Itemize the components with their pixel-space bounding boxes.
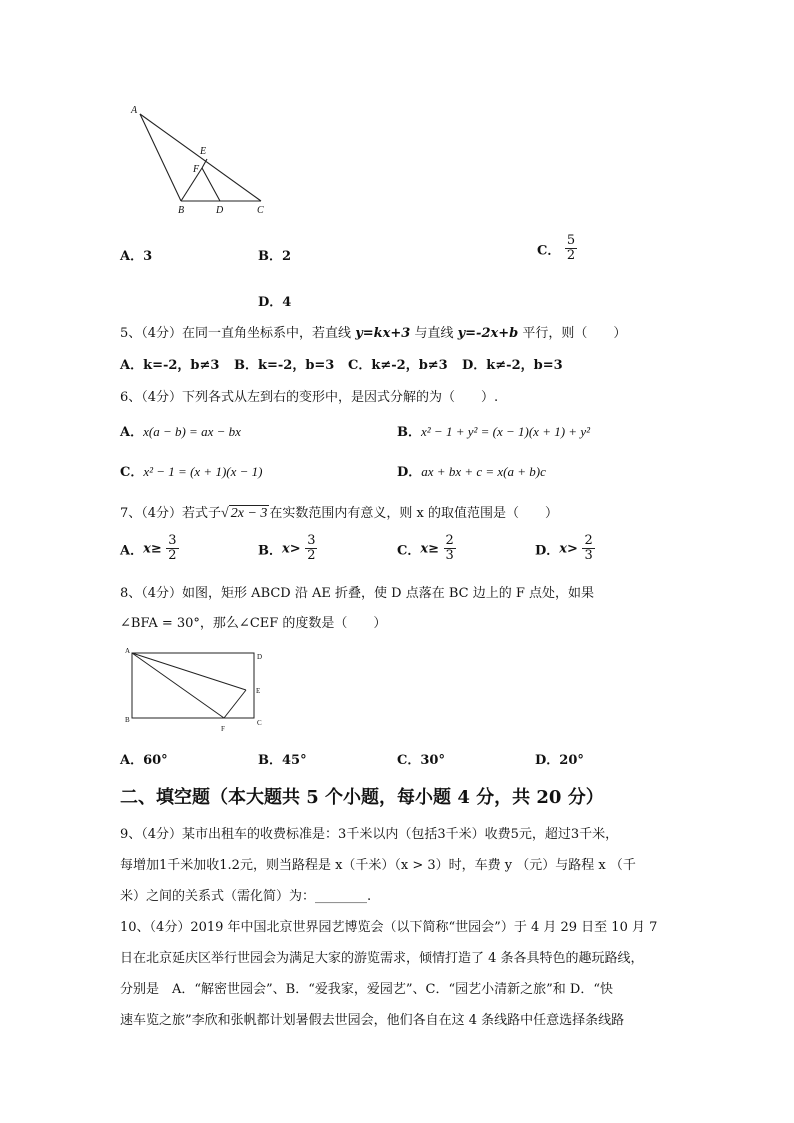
rectangle-figure <box>124 645 270 737</box>
label-f: F <box>193 164 200 175</box>
label-b: B <box>178 205 185 216</box>
q8-option-c: C．30° <box>397 753 445 768</box>
triangle-figure <box>128 100 278 220</box>
q7-option-c: C．x≥ $\frac{2}{3}$ <box>397 533 454 564</box>
q10-line3: 分别是 A．“解密世园会”、B．“爱我家，爱园艺”、C．“园艺小清新之旅”和 D．“快 <box>120 982 613 997</box>
section-title: 二、填空题（本大题共 5 个小题，每小题 4 分，共 20 分） <box>120 787 604 808</box>
q9-line1: 9、（4分）某市出租车的收费标准是：3千米以内（包括3千米）收费5元，超过3千米， <box>120 827 619 842</box>
q9-line2: 每增加1千米加收1.2元，则当路程是 x（千米）（x > 3）时，车费 y （元）与路程 x （千 <box>120 858 636 873</box>
q7-stem: 7、（4分）若式子√ 2x − 3 在实数范围内有意义，则 x 的取值范围是（ ） <box>120 506 559 521</box>
q5-stem: 5、（4分）在同一直角坐标系中，若直线 y=kx+3 与直线 y=-2x+b 平行，则（ ） <box>120 326 627 341</box>
q7-option-d: D．x> $\frac{2}{3}$ <box>535 533 593 564</box>
q4-option-d: D．4 <box>258 295 292 310</box>
q7-option-a: A．x≥ $\frac{3}{2}$ <box>120 533 177 564</box>
q6-option-d: D．ax + bx + c = x(a + b)c <box>397 464 546 480</box>
label-e: E <box>256 687 261 695</box>
label-c: C <box>257 205 264 216</box>
label-f: F <box>221 725 225 733</box>
label-d: D <box>216 205 224 216</box>
q4-option-b: B．2 <box>258 249 292 264</box>
q10-line2: 日在北京延庆区举行世园会为满足大家的游览需求，倾情打造了 4 条各具特色的趣玩路线， <box>120 951 644 966</box>
q8-option-b: B．45° <box>258 753 307 768</box>
q8-option-d: D．20° <box>535 753 584 768</box>
q8-option-a: A．60° <box>120 753 168 768</box>
q6-option-a: A．x(a − b) = ax − bx <box>120 424 241 440</box>
q5-option-b: B．k=-2，b=3 <box>234 358 335 373</box>
q7-option-b: B．x> $\frac{3}{2}$ <box>258 533 316 564</box>
q4-option-a: A．3 <box>120 249 153 264</box>
q8-stem-line1: 8、（4分）如图，矩形 ABCD 沿 AE 折叠，使 D 点落在 BC 边上的 F 点处，如果 <box>120 586 594 601</box>
label-b: B <box>125 716 130 724</box>
q6-stem: 6、（4分）下列各式从左到右的变形中，是因式分解的为（ ）. <box>120 390 499 405</box>
label-a: A <box>131 105 138 116</box>
label-a: A <box>125 647 131 655</box>
q10-line1: 10、（4分）2019 年中国北京世界园艺博览会（以下简称“世园会”）于 4 月 29 日至 10 月 7 <box>120 920 658 935</box>
sqrt-expression: √ 2x − 3 <box>221 506 268 521</box>
q5-option-c: C．k≠-2，b≠3 <box>348 358 448 373</box>
label-d: D <box>257 653 263 661</box>
q6-option-c: C．x² − 1 = (x + 1)(x − 1) <box>120 464 263 480</box>
label-c: C <box>257 719 262 727</box>
q9-line3: 米）之间的关系式（需化简）为：________. <box>120 889 372 904</box>
q10-line4: 速车览之旅”李欣和张帆都计划暑假去世园会，他们各自在这 4 条线路中任意选择条线路 <box>120 1013 625 1028</box>
label-e: E <box>200 146 207 157</box>
q8-stem-line2: ∠BFA = 30°，那么∠CEF 的度数是（ ） <box>120 616 387 631</box>
q6-option-b: B．x² − 1 + y² = (x − 1)(x + 1) + y² <box>397 424 590 440</box>
q4-option-c: C． $\frac{5}{2}$ <box>537 233 576 264</box>
q5-option-a: A．k=-2，b≠3 <box>120 358 220 373</box>
q5-option-d: D．k≠-2，b=3 <box>462 358 563 373</box>
